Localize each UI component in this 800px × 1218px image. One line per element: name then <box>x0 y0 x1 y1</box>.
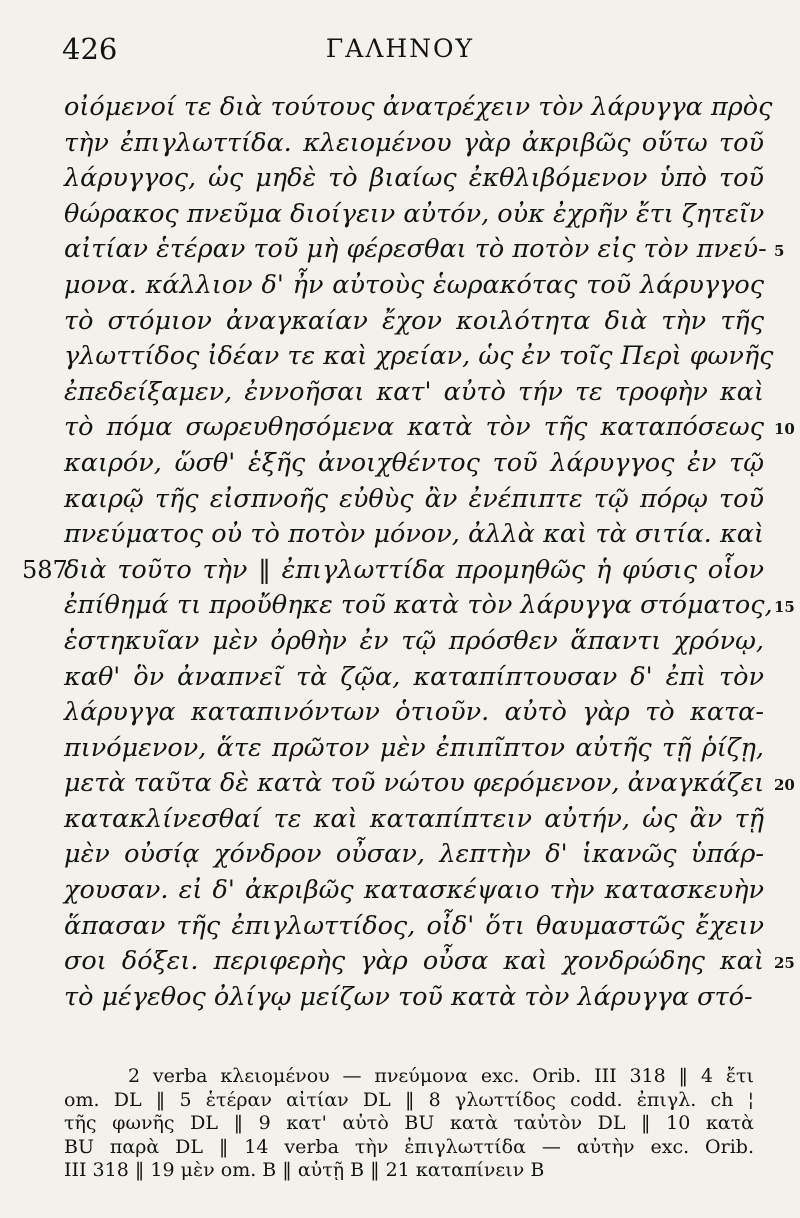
text-line: ἐπίθημά τι προὔθηκε τοῦ κατὰ τὸν λάρυγγα στόματος, 15 <box>64 588 764 624</box>
text-line: ἅπασαν τῆς ἐπιγλωττίδος, οἶδ' ὅτι θαυμαστῶς ἔχειν <box>64 910 764 941</box>
text-line: γλωττίδος ἰδέαν τε καὶ χρείαν, ὡς ἐν τοῖς Περὶ φωνῆς <box>64 341 774 372</box>
page-number: 426 <box>62 32 118 66</box>
text-line: ἑστηκυῖαν μὲν ὀρθὴν ἐν τῷ πρόσθεν ἅπαντι χρόνῳ, <box>64 625 764 656</box>
apparatus-line: τῆς φωνῆς DL ‖ 9 κατ' αὐτὸ BU κατὰ ταὐτὸν DL ‖ 10 κατὰ <box>64 1112 754 1134</box>
text-line: λάρυγγα καταπινόντων ὁτιοῦν. αὐτὸ γὰρ τὸ κατα- <box>64 697 764 728</box>
page-header <box>0 32 800 72</box>
main-text <box>22 90 795 1015</box>
text-line: μὲν οὐσίᾳ χόνδρον οὖσαν, λεπτὴν δ' ἱκανῶς ὑπάρ- <box>64 839 764 870</box>
apparatus-line: III 318 ‖ 19 μὲν om. B ‖ αὐτῇ B ‖ 21 καταπίνειν B <box>64 1159 545 1181</box>
line-number: 20 <box>774 776 795 795</box>
text-line: αἰτίαν ἑτέραν τοῦ μὴ φέρεσθαι τὸ ποτὸν εἰς τὸν πνεύ- 5 <box>64 232 764 268</box>
text-line: πνεύματος οὐ τὸ ποτὸν μόνον, ἀλλὰ καὶ τὰ σιτία. καὶ <box>64 519 764 550</box>
text-line: καιρῷ τῆς εἰσπνοῆς εὐθὺς ἂν ἐνέπιπτε τῷ πόρῳ τοῦ <box>64 483 764 514</box>
text-line: τὸ μέγεθος ὀλίγῳ μείζων τοῦ κατὰ τὸν λάρυγγα στό- <box>64 981 753 1012</box>
text-line: χουσαν. εἰ δ' ἀκριβῶς κατασκέψαιο τὴν κατασκευὴν <box>64 875 764 906</box>
text-line: λάρυγγος, ὡς μηδὲ τὸ βιαίως ἐκθλιβόμενον ὑπὸ τοῦ <box>64 163 764 194</box>
text-line: καιρόν, ὥσθ' ἑξῆς ἀνοιχθέντος τοῦ λάρυγγος ἐν τῷ <box>64 447 764 478</box>
running-title: ΓΑΛΗΝΟΥ <box>325 34 475 63</box>
text-line: πινόμενον, ἅτε πρῶτον μὲν ἐπιπῖπτον αὐτῆς τῇ ῥίζῃ, <box>64 732 764 763</box>
text-line: τὸ στόμιον ἀναγκαίαν ἔχον κοιλότητα διὰ τὴν τῆς <box>64 305 764 336</box>
line-number: 10 <box>774 420 795 439</box>
text-line: μετὰ ταῦτα δὲ κατὰ τοῦ νώτου φερόμενον, ἀναγκάζει 20 <box>64 766 764 802</box>
margin-reference: 587 <box>22 555 68 584</box>
text-line: 587 διὰ τοῦτο τὴν ‖ ἐπιγλωττίδα προμηθῶς ἡ φύσις οἷον <box>64 553 764 589</box>
text-line: τὸ πόμα σωρευθησόμενα κατὰ τὸν τῆς καταπόσεως 10 <box>64 410 764 446</box>
text-line: τὴν ἐπιγλωττίδα. κλειομένου γὰρ ἀκριβῶς οὕτω τοῦ <box>64 127 764 158</box>
text-line: ἐπεδείξαμεν, ἐννοῆσαι κατ' αὐτὸ τήν τε τροφὴν καὶ <box>64 376 764 407</box>
line-number: 5 <box>774 242 785 261</box>
text-line: μονα. κάλλιον δ' ἦν αὐτοὺς ἑωρακότας τοῦ λάρυγγος <box>64 269 764 300</box>
text-line: θώρακος πνεῦμα διοίγειν αὐτόν, οὐκ ἐχρῆν ἔτι ζητεῖν <box>64 198 765 229</box>
line-number: 25 <box>774 954 795 973</box>
text-line: κατακλίνεσθαί τε καὶ καταπίπτειν αὐτήν, ὡς ἂν τῇ <box>64 803 764 834</box>
text-line: καθ' ὃν ἀναπνεῖ τὰ ζῷα, καταπίπτουσαν δ' ἐπὶ τὸν <box>64 661 764 692</box>
text-line: οἰόμενοί τε διὰ τούτους ἀνατρέχειν τὸν λάρυγγα πρὸς <box>64 92 773 122</box>
line-number: 15 <box>774 598 795 617</box>
critical-apparatus <box>64 1065 754 1183</box>
apparatus-line: BU παρὰ DL ‖ 14 verba τὴν ἐπιγλωττίδα — αὐτὴν exc. Orib. <box>64 1135 754 1158</box>
text-line: σοι δόξει. περιφερὴς γὰρ οὖσα καὶ χονδρώδης καὶ 25 <box>64 944 764 980</box>
apparatus-line: 2 verba κλειομένου — πνεύμονα exc. Orib. III 318 ‖ 4 ἔτι <box>128 1065 754 1087</box>
apparatus-line: om. DL ‖ 5 ἑτέραν αἰτίαν DL ‖ 8 γλωττίδος codd. ἐπιγλ. ch ¦ <box>64 1088 754 1111</box>
